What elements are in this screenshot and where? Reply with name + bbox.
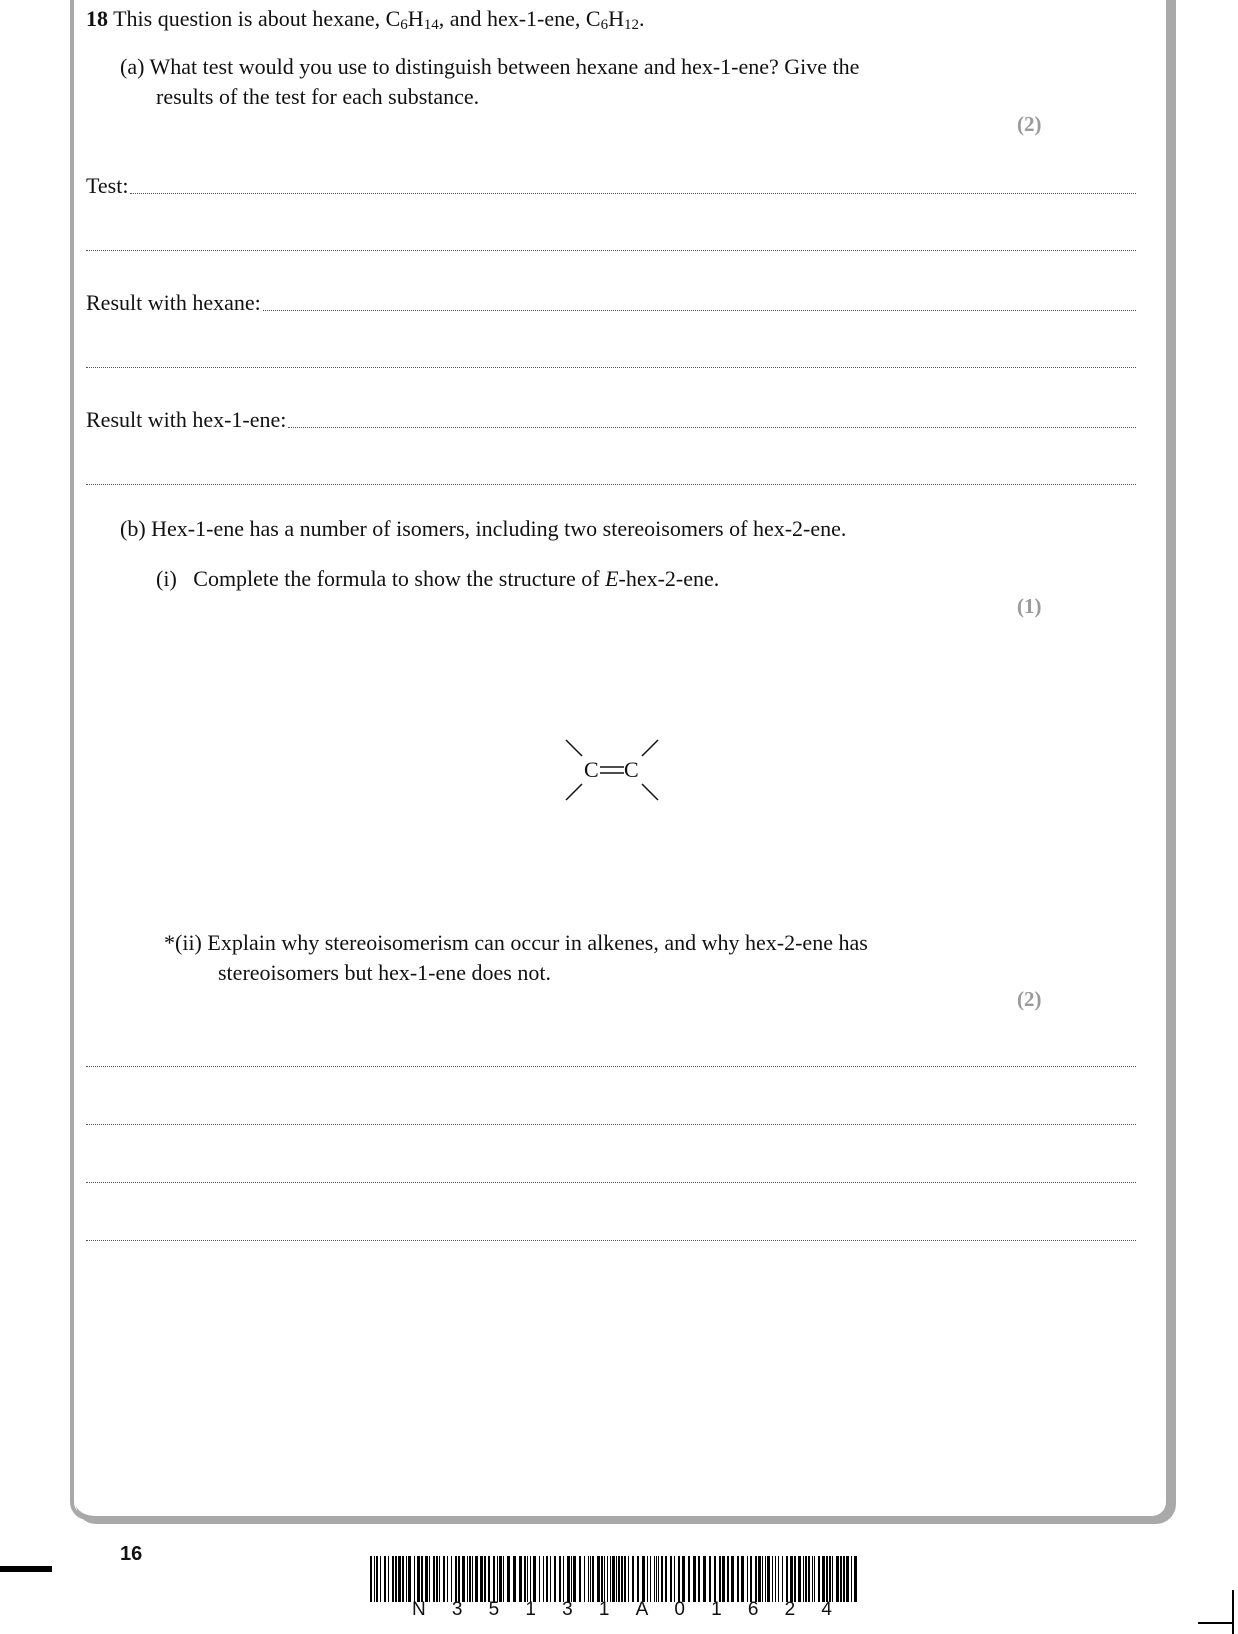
barcode-char: N	[412, 1599, 426, 1620]
barcode-char: 5	[488, 1599, 500, 1620]
barcode-bar	[443, 1556, 445, 1602]
explain-answer-line-1[interactable]	[86, 1066, 1136, 1067]
barcode-bar	[579, 1556, 581, 1602]
crop-mark-horizontal	[1198, 1622, 1234, 1624]
explain-answer-line-4[interactable]	[86, 1240, 1136, 1241]
barcode-bar	[573, 1556, 576, 1602]
barcode-bar	[472, 1556, 473, 1602]
barcode-bar	[678, 1556, 680, 1602]
question-header: 18 This question is about hexane, $C_6H_{14}$, and hex-1-ene, $C_6H_{12}$.	[86, 6, 645, 33]
barcode-bar	[398, 1556, 401, 1602]
barcode-bar	[854, 1556, 857, 1602]
barcode-bar	[433, 1556, 435, 1602]
barcode-bar	[650, 1556, 651, 1602]
barcode-icon	[370, 1556, 858, 1602]
barcode-bar	[682, 1556, 685, 1602]
barcode-bar	[731, 1556, 734, 1602]
explain-answer-line-3[interactable]	[86, 1182, 1136, 1183]
barcode-bar	[840, 1556, 842, 1602]
barcode-bar	[610, 1556, 611, 1602]
barcode-bar	[417, 1556, 420, 1602]
barcode-bar	[546, 1556, 548, 1602]
barcode-bar	[539, 1556, 540, 1602]
barcode-char: 3	[562, 1599, 573, 1620]
barcode-bar	[497, 1556, 498, 1602]
barcode-bar	[588, 1556, 589, 1602]
barcode-bar	[786, 1556, 788, 1602]
hexene-result-label: Result with hex-1-ene:	[86, 407, 287, 432]
barcode-bar	[499, 1556, 502, 1602]
barcode-bar	[846, 1556, 849, 1602]
barcode-bar	[818, 1556, 820, 1602]
barcode-bar	[559, 1556, 561, 1602]
barcode-bar	[693, 1556, 696, 1602]
barcode-bar	[439, 1556, 440, 1602]
barcode-bar	[392, 1556, 394, 1602]
barcode-bar	[758, 1556, 761, 1602]
barcode-bar	[406, 1556, 407, 1602]
barcode-bar	[467, 1556, 468, 1602]
barcode-bar	[782, 1556, 783, 1602]
barcode-bar	[376, 1556, 378, 1602]
barcode-bar	[425, 1556, 428, 1602]
barcode-bar	[829, 1556, 831, 1602]
barcode-bar	[765, 1556, 766, 1602]
barcode-bar	[698, 1556, 700, 1602]
test-label: Test:	[86, 173, 129, 198]
barcode-bar	[794, 1556, 796, 1602]
hexane-result-line[interactable]	[263, 310, 1136, 311]
barcode-bar	[737, 1556, 739, 1602]
barcode-bar	[772, 1556, 773, 1602]
part-a-marks: (2)	[1017, 112, 1042, 136]
barcode-bar	[584, 1556, 585, 1602]
barcode-bar	[607, 1556, 608, 1602]
barcode-bar	[812, 1556, 813, 1602]
barcode-bar	[503, 1556, 504, 1602]
barcode-char: 1	[598, 1599, 610, 1620]
barcode-bar	[790, 1556, 793, 1602]
crop-mark-vertical	[1232, 1590, 1234, 1634]
alkene-skeleton-formula[interactable]	[560, 730, 670, 810]
barcode-bar	[380, 1556, 381, 1602]
barcode-bar	[533, 1556, 536, 1602]
barcode-bar	[722, 1556, 725, 1602]
hexane-result-line-2[interactable]	[86, 367, 1136, 368]
barcode-char: 2	[784, 1599, 796, 1620]
barcode-bar	[402, 1556, 404, 1602]
barcode-bar	[563, 1556, 564, 1602]
carbon-right: C	[624, 757, 639, 782]
barcode-char: 0	[674, 1599, 685, 1620]
barcode-bar	[755, 1556, 757, 1602]
barcode-bar	[604, 1556, 605, 1602]
barcode-bar	[408, 1556, 411, 1602]
part-b-ii-marks: (2)	[1017, 987, 1042, 1011]
barcode-bar	[513, 1556, 516, 1602]
barcode-bar	[805, 1556, 807, 1602]
barcode-bar	[661, 1556, 663, 1602]
barcode-bar	[524, 1556, 526, 1602]
barcode-bar	[637, 1556, 639, 1602]
part-b-ii-prompt-line2: stereoisomers but hex-1-ene does not.	[218, 960, 551, 985]
barcode-bar	[714, 1556, 716, 1602]
barcode-bar	[719, 1556, 721, 1602]
carbon-left: C	[584, 757, 599, 782]
barcode-bar	[571, 1556, 572, 1602]
page-number: 16	[120, 1543, 143, 1565]
test-answer-line[interactable]	[130, 193, 1136, 194]
barcode-bar	[654, 1556, 655, 1602]
barcode-bar	[628, 1556, 629, 1602]
barcode-bar	[624, 1556, 626, 1602]
barcode-bar	[480, 1556, 483, 1602]
part-b-i-prompt: (i) Complete the formula to show the structure of E-hex-2-ene.	[156, 566, 720, 591]
barcode-bar	[709, 1556, 711, 1602]
barcode-bar	[851, 1556, 852, 1602]
barcode-char: 3	[451, 1599, 463, 1620]
barcode-char: 4	[821, 1599, 832, 1620]
barcode-char: A	[635, 1599, 649, 1620]
left-margin-bar	[0, 1566, 52, 1572]
barcode-bar	[658, 1556, 659, 1602]
barcode-bar	[836, 1556, 839, 1602]
part-b-ii-prompt-line1: *(ii) Explain why stereoisomerism can occur in alkenes, and why hex-2-ene has	[164, 930, 868, 955]
test-answer-line-2[interactable]	[86, 250, 1136, 251]
part-a-prompt-line1: (a) What test would you use to distinguish between hexane and hex-1-ene? Give the	[120, 54, 860, 79]
barcode-bar	[822, 1556, 825, 1602]
barcode-bar	[727, 1556, 729, 1602]
barcode-bar	[843, 1556, 845, 1602]
barcode-bar	[592, 1556, 594, 1602]
barcode-bar	[832, 1556, 833, 1602]
barcode-bar	[469, 1556, 471, 1602]
barcode-bar	[530, 1556, 531, 1602]
barcode-bar	[527, 1556, 528, 1602]
barcode-bar	[674, 1556, 675, 1602]
hexene-result-row[interactable]	[86, 406, 1136, 434]
barcode-char: 1	[525, 1599, 536, 1620]
barcode-bar	[475, 1556, 478, 1602]
test-answer-row[interactable]	[86, 172, 1136, 200]
barcode-char: 6	[747, 1599, 759, 1620]
barcode-bar	[665, 1556, 667, 1602]
barcode-bar	[688, 1556, 690, 1602]
barcode-bar	[447, 1556, 448, 1602]
part-b-prompt: (b) Hex-1-ene has a number of isomers, including two stereoisomers of hex-2-ene.	[120, 516, 847, 541]
part-a-prompt-line2: results of the test for each substance.	[156, 84, 480, 109]
barcode-bar	[775, 1556, 776, 1602]
barcode-bar	[519, 1556, 522, 1602]
hexene-result-line[interactable]	[288, 427, 1136, 428]
barcode-bar	[429, 1556, 430, 1602]
barcode-bar	[436, 1556, 438, 1602]
barcode-bar	[395, 1556, 397, 1602]
explain-answer-line-2[interactable]	[86, 1124, 1136, 1125]
bond-lines-svg	[560, 730, 670, 810]
barcode-text	[412, 1599, 832, 1621]
barcode-bar	[488, 1556, 490, 1602]
barcode-bar	[826, 1556, 828, 1602]
barcode-bar	[493, 1556, 495, 1602]
barcode-bar	[762, 1556, 763, 1602]
barcode-bar	[451, 1556, 452, 1602]
barcode-bar	[621, 1556, 623, 1602]
barcode-bar	[703, 1556, 706, 1602]
barcode-bar	[388, 1556, 389, 1602]
barcode-bar	[374, 1556, 375, 1602]
barcode-bar	[384, 1556, 386, 1602]
barcode-bar	[507, 1556, 510, 1602]
barcode-bar	[647, 1556, 648, 1602]
hexane-result-row[interactable]	[86, 289, 1136, 317]
barcode-bar	[767, 1556, 770, 1602]
barcode-bar	[808, 1556, 810, 1602]
barcode-bar	[421, 1556, 423, 1602]
barcode-bar	[803, 1556, 804, 1602]
barcode-bar	[543, 1556, 544, 1602]
barcode-bar	[414, 1556, 415, 1602]
barcode-bar	[642, 1556, 645, 1602]
barcode-bar	[741, 1556, 744, 1602]
barcode-bar	[670, 1556, 672, 1602]
barcode-bar	[458, 1556, 460, 1602]
barcode-bar	[632, 1556, 634, 1602]
hexane-result-label: Result with hexane:	[86, 290, 261, 315]
barcode-bar	[616, 1556, 617, 1602]
barcode-bar	[778, 1556, 779, 1602]
barcode-bar	[656, 1556, 657, 1602]
hexene-result-line-2[interactable]	[86, 484, 1136, 485]
barcode-bar	[484, 1556, 486, 1602]
barcode-bar	[590, 1556, 591, 1602]
barcode-bar	[612, 1556, 615, 1602]
barcode-bar	[747, 1556, 748, 1602]
barcode-bar	[462, 1556, 465, 1602]
barcode-bar	[550, 1556, 551, 1602]
question-number: 18	[86, 6, 108, 31]
barcode-bar	[601, 1556, 603, 1602]
barcode-bar	[814, 1556, 815, 1602]
barcode-bar	[597, 1556, 600, 1602]
barcode-bar	[567, 1556, 570, 1602]
barcode-bar	[618, 1556, 620, 1602]
barcode-char: 1	[711, 1599, 722, 1620]
barcode-bar	[455, 1556, 457, 1602]
barcode-bar	[370, 1556, 372, 1602]
barcode-bar	[798, 1556, 801, 1602]
part-b-i-marks: (1)	[1017, 594, 1042, 618]
barcode-bar	[750, 1556, 752, 1602]
barcode-bar	[554, 1556, 556, 1602]
